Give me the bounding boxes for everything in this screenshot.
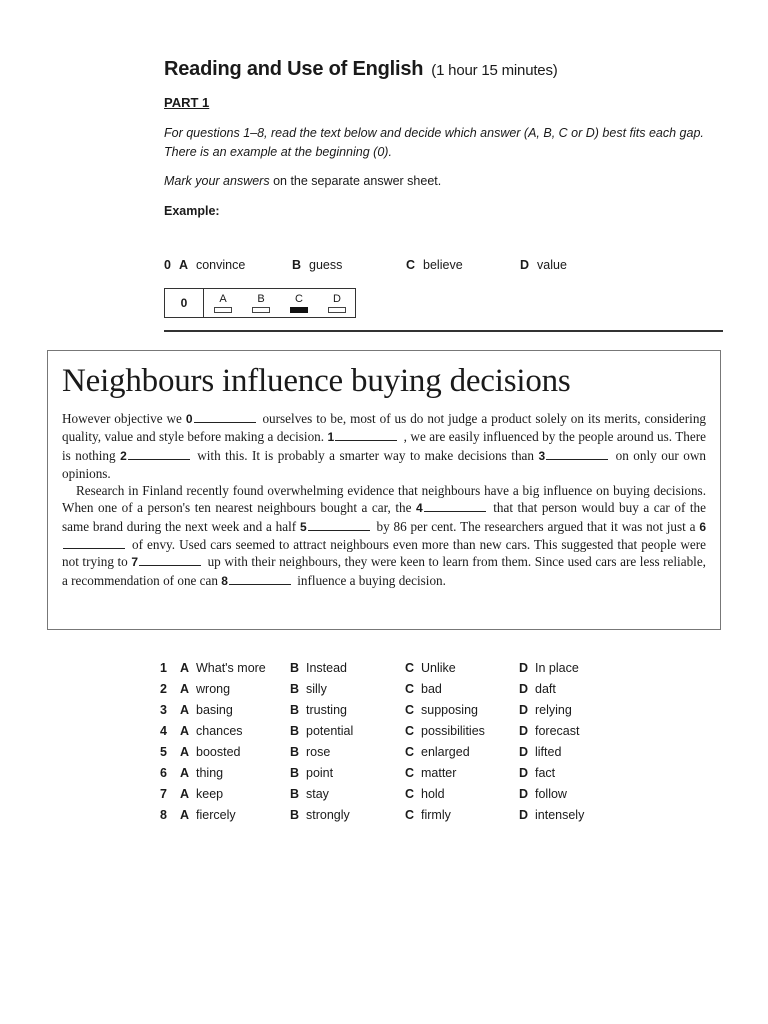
text: , we are easily influenced by the people around us. There is nothing	[62, 429, 706, 463]
gap-blank	[546, 449, 608, 460]
passage-paragraph-2	[62, 482, 706, 590]
gap-number: 4	[415, 501, 423, 516]
option-text: supposing	[421, 702, 478, 717]
example-number: 0	[164, 258, 171, 272]
option-text: In place	[535, 660, 579, 675]
option-text: potential	[306, 723, 354, 738]
example-option-b-wrap	[292, 258, 342, 272]
option-text: follow	[535, 786, 567, 801]
option-text: forecast	[535, 723, 580, 738]
reading-passage	[47, 350, 721, 630]
option-a: A fiercely	[180, 807, 236, 822]
example-letter-a: A	[178, 258, 188, 272]
text: that that person would buy a car of the same brand during the next week and a half	[62, 500, 706, 534]
option-text: intensely	[535, 807, 585, 822]
gap-number: 7	[131, 555, 139, 570]
option-text: lifted	[535, 744, 562, 759]
option-d: D fact	[519, 765, 556, 780]
text: However objective we	[62, 411, 186, 426]
option-d: D follow	[519, 786, 567, 801]
option-d: D forecast	[519, 723, 580, 738]
gap-number: 3	[538, 448, 546, 463]
option-text: wrong	[196, 681, 231, 696]
gap-blank	[128, 449, 190, 460]
question-row-4	[160, 720, 619, 741]
option-a: A thing	[180, 765, 224, 780]
divider	[164, 330, 723, 332]
gap-number: 5	[300, 519, 307, 534]
text: on only our own opinions.	[62, 447, 706, 481]
option-d: D daft	[519, 681, 556, 696]
option-text: stay	[306, 786, 329, 801]
option-a: A boosted	[180, 744, 241, 759]
option-text: Unlike	[421, 660, 456, 675]
answer-grid-b	[252, 293, 270, 313]
title-text: Reading and Use of English	[164, 58, 424, 80]
example-option-d: value	[537, 258, 567, 272]
option-text: daft	[535, 681, 556, 696]
option-a: A keep	[180, 786, 224, 801]
option-text: strongly	[306, 807, 350, 822]
gap-blank	[139, 555, 201, 566]
option-c: C Unlike	[405, 660, 456, 675]
option-text: chances	[196, 723, 243, 738]
option-text: silly	[306, 681, 327, 696]
gap-number: 1	[327, 430, 335, 445]
option-text: fiercely	[196, 807, 236, 822]
gap-number: 2	[120, 448, 127, 463]
option-text: bad	[421, 681, 442, 696]
option-a: A What's more	[180, 660, 266, 675]
option-d: D In place	[519, 660, 579, 675]
option-d: D lifted	[519, 744, 562, 759]
question-number: 7	[160, 786, 167, 801]
question-options-list	[160, 657, 619, 825]
example-answer-grid	[164, 288, 356, 318]
text: of envy. Used cars seemed to attract neighbours even more than new cars. This suggested that people were not trying to	[62, 537, 706, 570]
option-c: C enlarged	[405, 744, 470, 759]
option-text: What's more	[196, 660, 266, 675]
passage-body	[62, 410, 706, 590]
instructions: For questions 1–8, read the text below and decide which answer (A, B, C or D) best fits each gap. There is an example at the beginning (0).	[164, 126, 704, 159]
question-row-7	[160, 783, 619, 804]
exam-header	[164, 58, 724, 218]
option-b: B rose	[290, 744, 331, 759]
option-b: B potential	[290, 723, 354, 738]
example-letter-d: D	[520, 258, 530, 272]
option-b: B stay	[290, 786, 329, 801]
gap-blank	[424, 501, 486, 512]
answer-grid-letter: D	[333, 293, 341, 305]
gap-blank	[194, 412, 256, 423]
question-number: 1	[160, 660, 167, 675]
question-row-6	[160, 762, 619, 783]
question-number: 3	[160, 702, 167, 717]
option-a: A basing	[180, 702, 233, 717]
option-c: C firmly	[405, 807, 451, 822]
example-option-a: convince	[195, 258, 246, 272]
answer-grid-letter: A	[219, 293, 227, 305]
mark-rest: on the separate answer sheet.	[269, 174, 442, 188]
gap-blank	[229, 574, 291, 585]
gap-number: 8	[221, 573, 228, 588]
answer-sheet-note	[164, 174, 724, 188]
option-a: A wrong	[180, 681, 231, 696]
option-text: boosted	[196, 744, 241, 759]
option-b: B strongly	[290, 807, 350, 822]
question-row-3	[160, 699, 619, 720]
answer-grid-c	[290, 293, 308, 313]
text: by 86 per cent. The researchers argued that it was not just a	[372, 518, 700, 534]
question-number: 2	[160, 681, 167, 696]
question-number: 4	[160, 723, 167, 738]
passage-title: Neighbours influence buying decisions	[62, 363, 571, 399]
option-text: point	[306, 765, 334, 780]
answer-mark	[328, 307, 346, 313]
example-option-c: believe	[423, 258, 463, 272]
question-number: 5	[160, 744, 167, 759]
question-row-1	[160, 657, 619, 678]
option-text: hold	[421, 786, 445, 801]
option-text: basing	[196, 702, 233, 717]
duration-text: (1 hour 15 minutes)	[431, 62, 558, 79]
option-c: C bad	[405, 681, 442, 696]
answer-grid-d	[328, 293, 346, 313]
page-title	[164, 58, 724, 81]
example-option-d-wrap	[520, 258, 567, 272]
question-row-2	[160, 678, 619, 699]
answer-mark-selected	[290, 307, 308, 313]
option-b: B trusting	[290, 702, 347, 717]
text: ourselves to be, most of us do not judge a product solely on its merits, considering quality, value and style before making a decision.	[62, 411, 707, 445]
option-text: trusting	[306, 702, 347, 717]
text: influence a buying decision.	[293, 572, 446, 588]
option-text: Instead	[306, 660, 348, 675]
answer-grid-letter: C	[295, 293, 303, 305]
option-c: C possibilities	[405, 723, 485, 738]
answer-grid-letter: B	[257, 293, 265, 305]
option-c: C matter	[405, 765, 457, 780]
gap-number: 6	[699, 519, 706, 534]
gap-blank	[308, 520, 370, 531]
text: with this. It is probably a smarter way to make decisions than	[192, 447, 539, 463]
option-text: firmly	[421, 807, 451, 822]
option-text: fact	[535, 765, 556, 780]
gap-blank	[63, 538, 125, 549]
option-text: keep	[196, 786, 224, 801]
example-option-b: guess	[309, 258, 343, 272]
gap-number: 0	[185, 412, 193, 426]
example-option-c-wrap	[406, 258, 463, 272]
example-number-and-option-a	[164, 258, 245, 272]
answer-mark	[214, 307, 232, 313]
answer-mark	[252, 307, 270, 313]
option-text: matter	[421, 765, 457, 780]
option-b: B silly	[290, 681, 327, 696]
question-row-5	[160, 741, 619, 762]
option-text: relying	[535, 702, 572, 717]
gap-blank	[335, 430, 397, 441]
question-number: 6	[160, 765, 167, 780]
option-text: rose	[306, 744, 331, 759]
example-label: Example:	[164, 204, 220, 218]
option-text: enlarged	[421, 744, 470, 759]
answer-grid-a	[214, 293, 232, 313]
part-heading: PART 1	[164, 95, 210, 110]
option-c: C supposing	[405, 702, 478, 717]
option-text: thing	[196, 765, 224, 780]
passage-paragraph-1	[62, 410, 706, 482]
option-a: A chances	[180, 723, 243, 738]
option-text: possibilities	[421, 723, 485, 738]
text: Research in Finland recently found overwhelming evidence that neighbours have a big influence on buying decisions. When one of a person's ten nearest neighbours bought a car, the	[62, 483, 706, 516]
option-d: D relying	[519, 702, 572, 717]
option-c: C hold	[405, 786, 445, 801]
question-row-8	[160, 804, 619, 825]
question-number: 8	[160, 807, 167, 822]
example-letter-c: C	[406, 258, 416, 272]
example-letter-b: B	[292, 258, 302, 272]
option-b: B point	[290, 765, 334, 780]
option-b: B Instead	[290, 660, 348, 675]
option-d: D intensely	[519, 807, 585, 822]
text: up with their neighbours, they were keen to learn from them. Since used cars are less reliable, a recommendation of one can	[62, 554, 706, 588]
mark-italic: Mark your answers	[164, 174, 270, 188]
answer-grid-number: 0	[165, 289, 204, 317]
